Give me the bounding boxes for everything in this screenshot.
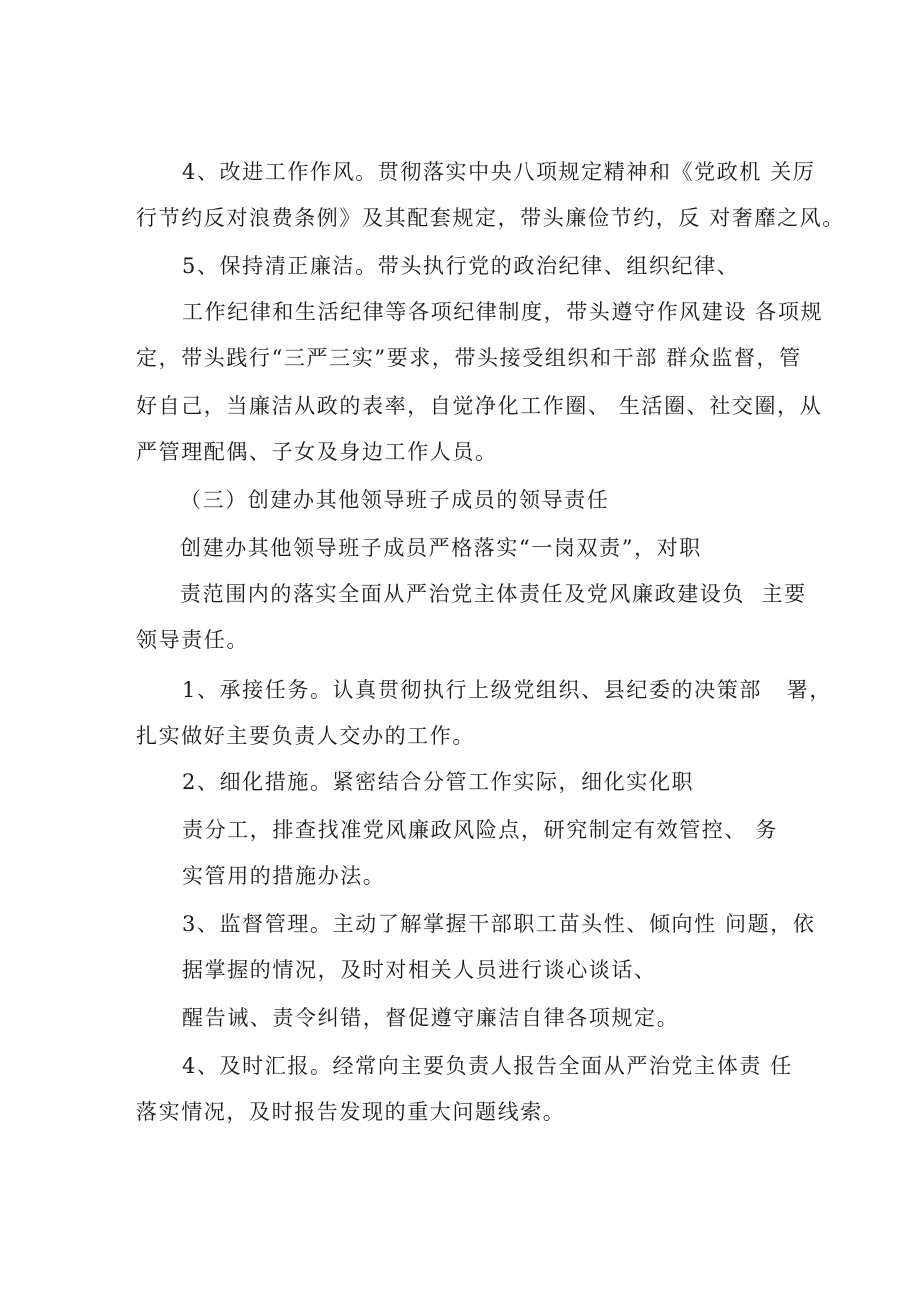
section-heading: （三）创建办其他领导班子成员的领导责任 — [180, 488, 610, 512]
text-line: 定，带头践行“三严三实”要求，带头接受组织和干部 群众监督，管 — [136, 346, 802, 370]
text-line: 4、及时汇报。经常向主要负责人报告全面从严治党主体责 任 — [182, 1054, 793, 1078]
text-line: 3、监督管理。主动了解掌握干部职工苗头性、倾向性 问题，依 — [182, 912, 816, 936]
text-line: 创建办其他领导班子成员严格落实“一岗双责”，对职 — [180, 536, 702, 560]
text-line: 领导责任。 — [136, 628, 249, 652]
text-line: 落实情况，及时报告发现的重大问题线索。 — [136, 1100, 566, 1124]
text-line: 行节约反对浪费条例》及其配套规定，带头廉俭节约，反 对奢靡之风。 — [136, 206, 845, 230]
text-line: 据掌握的情况，及时对相关人员进行谈心谈话、 — [182, 958, 657, 982]
text-line: 扎实做好主要负责人交办的工作。 — [136, 724, 475, 748]
text-line: 醒告诫、责令纠错，督促遵守廉洁自律各项规定。 — [182, 1006, 680, 1030]
text-line: 实管用的措施办法。 — [182, 864, 386, 888]
text-line: 5、保持清正廉洁。带头执行党的政治纪律、组织纪律、 — [182, 254, 740, 278]
text-line: 工作纪律和生活纪律等各项纪律制度，带头遵守作风建设 各项规 — [182, 300, 824, 324]
text-line: 责分工，排查找准党风廉政风险点，研究制定有效管控、 务 — [182, 818, 778, 842]
text-line: 好自己，当廉洁从政的表率，自觉净化工作圈、 生活圈、社交圈，从 — [136, 394, 823, 418]
text-line: 4、改进工作作风。贯彻落实中央八项规定精神和《党政机 关厉 — [182, 160, 816, 184]
text-line: 2、细化措施。紧密结合分管工作实际，细化实化职 — [182, 770, 695, 794]
text-line: 1、承接任务。认真贯彻执行上级党组织、县纪委的决策部 署， — [182, 678, 832, 702]
text-line: 责范围内的落实全面从严治党主体责任及党风廉政建设负 主要 — [180, 582, 807, 606]
text-line: 严管理配偶、子女及身边工作人员。 — [136, 440, 498, 464]
